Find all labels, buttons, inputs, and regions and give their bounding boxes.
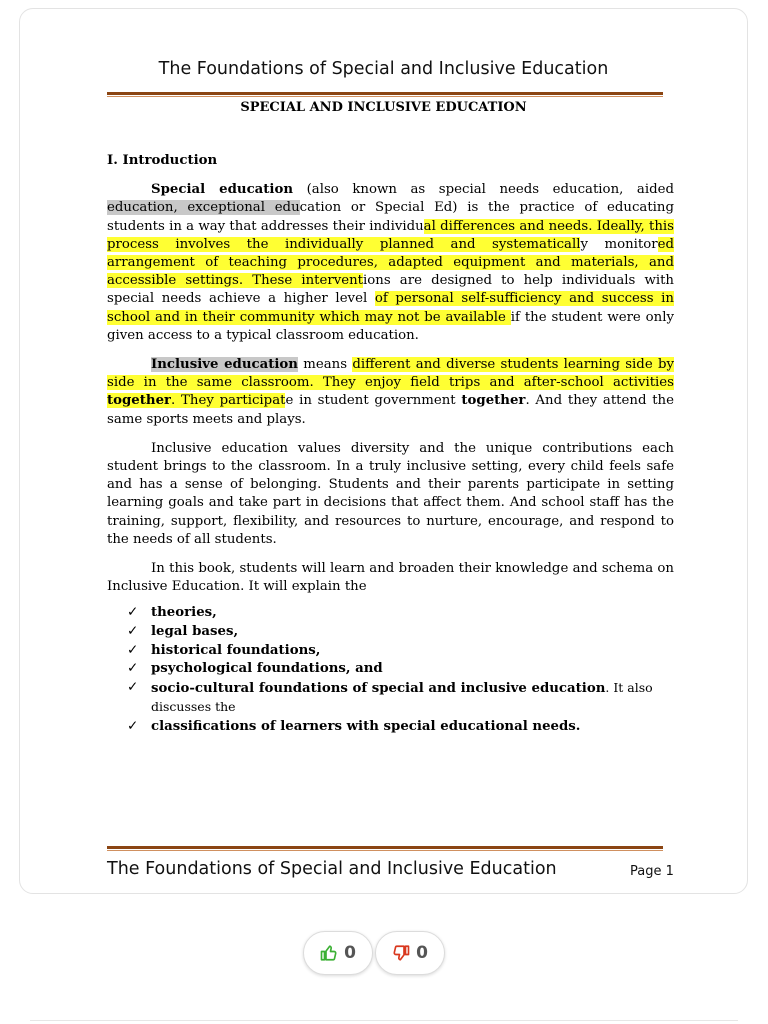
text-run: means [297, 357, 353, 373]
list-item-text: historical foundations, [151, 642, 321, 658]
list-item-text: socio-cultural foundations of special and inclusive education [151, 680, 606, 696]
vote-bar [303, 931, 445, 975]
list-item-text: legal bases, [151, 624, 239, 640]
list-item-tail: . It also discusses the [151, 679, 653, 715]
list-item [107, 604, 674, 623]
document-page [19, 8, 748, 894]
checkmark-icon: ✓ [127, 679, 139, 695]
text-run: e in student government [285, 393, 462, 409]
term-inclusive-education: Inclusive education [151, 357, 298, 373]
text-run: cation or Special Ed) is the practice of educating students in a way that addresses their individu [107, 200, 674, 234]
paragraph-book-intro: In this book, students will learn and broaden their knowledge and schema on Inclusive Education. It will explain the [107, 561, 674, 595]
topics-checklist [107, 604, 674, 736]
checkmark-icon: ✓ [127, 642, 139, 658]
text-run: y monitor [580, 236, 658, 252]
yellow-highlight: ed arrangement of teaching procedures, adapted equipment and materials, and accessible settings. These intervent [107, 236, 675, 289]
document-body [107, 152, 674, 737]
list-item [107, 660, 674, 679]
list-item [107, 718, 674, 737]
yellow-highlight: different and diverse students learning side by side in the same classroom. They enjoy field trips and after-school activities [107, 357, 674, 391]
yellow-highlight: of personal self-sufficiency and success in school and in their community which may not be available [107, 291, 674, 325]
yellow-highlight: al differences and needs. Ideally, this process involves the individually planned and systematicall [107, 218, 675, 252]
header-rule [107, 92, 663, 97]
footer-title: The Foundations of Special and Inclusive Education [107, 859, 557, 879]
checkmark-icon: ✓ [127, 719, 139, 735]
thumbs-up-icon [320, 944, 338, 962]
list-item-text: theories, [151, 605, 217, 621]
paragraph-special-education [107, 181, 674, 345]
text-run: (also known as special needs education, aided [293, 182, 674, 198]
document-header-title: The Foundations of Special and Inclusive Education [158, 59, 609, 79]
upvote-button[interactable] [303, 931, 373, 975]
paragraph-inclusive-education [107, 356, 674, 429]
document-subtitle: SPECIAL AND INCLUSIVE EDUCATION [240, 100, 527, 115]
yellow-highlight: . They participat [171, 393, 286, 409]
list-item [107, 623, 674, 642]
section-heading: I. Introduction [107, 153, 218, 168]
downvote-count: 0 [416, 943, 428, 963]
term-special-education: Special education [151, 182, 294, 198]
divider [30, 1020, 738, 1021]
upvote-count: 0 [344, 943, 356, 963]
yellow-highlight-bold: together [107, 393, 172, 409]
list-item [107, 679, 674, 718]
checkmark-icon: ✓ [127, 624, 139, 640]
footer-rule [107, 846, 663, 851]
paragraph-inclusive-values: Inclusive education values diversity and the unique contributions each student brings to the classroom. In a truly inclusive setting, every child feels safe and has a sense of belonging. Students and their parents participate in setting learning goals and take part in decisions that affect them. And school staff has the training, support, flexibility, and resources to nurture, encourage, and respond to the needs of all students. [107, 440, 674, 547]
checkmark-icon: ✓ [127, 605, 139, 621]
downvote-button[interactable] [375, 931, 445, 975]
list-item-text: psychological foundations, and [151, 661, 383, 677]
bold-text: together [461, 393, 526, 409]
text-run: ions are designed to help individuals with special needs achieve a higher level [107, 273, 674, 307]
checkmark-icon: ✓ [127, 661, 139, 677]
list-item [107, 642, 674, 661]
thumbs-down-icon [392, 944, 410, 962]
text-run: . And they attend the same sports meets and plays. [107, 393, 674, 427]
gray-highlight: education, exceptional edu [107, 200, 300, 216]
text-run: if the student were only given access to a typical classroom education. [107, 309, 674, 343]
list-item-text: classifications of learners with special educational needs. [151, 719, 581, 735]
page-number: Page 1 [630, 864, 674, 879]
